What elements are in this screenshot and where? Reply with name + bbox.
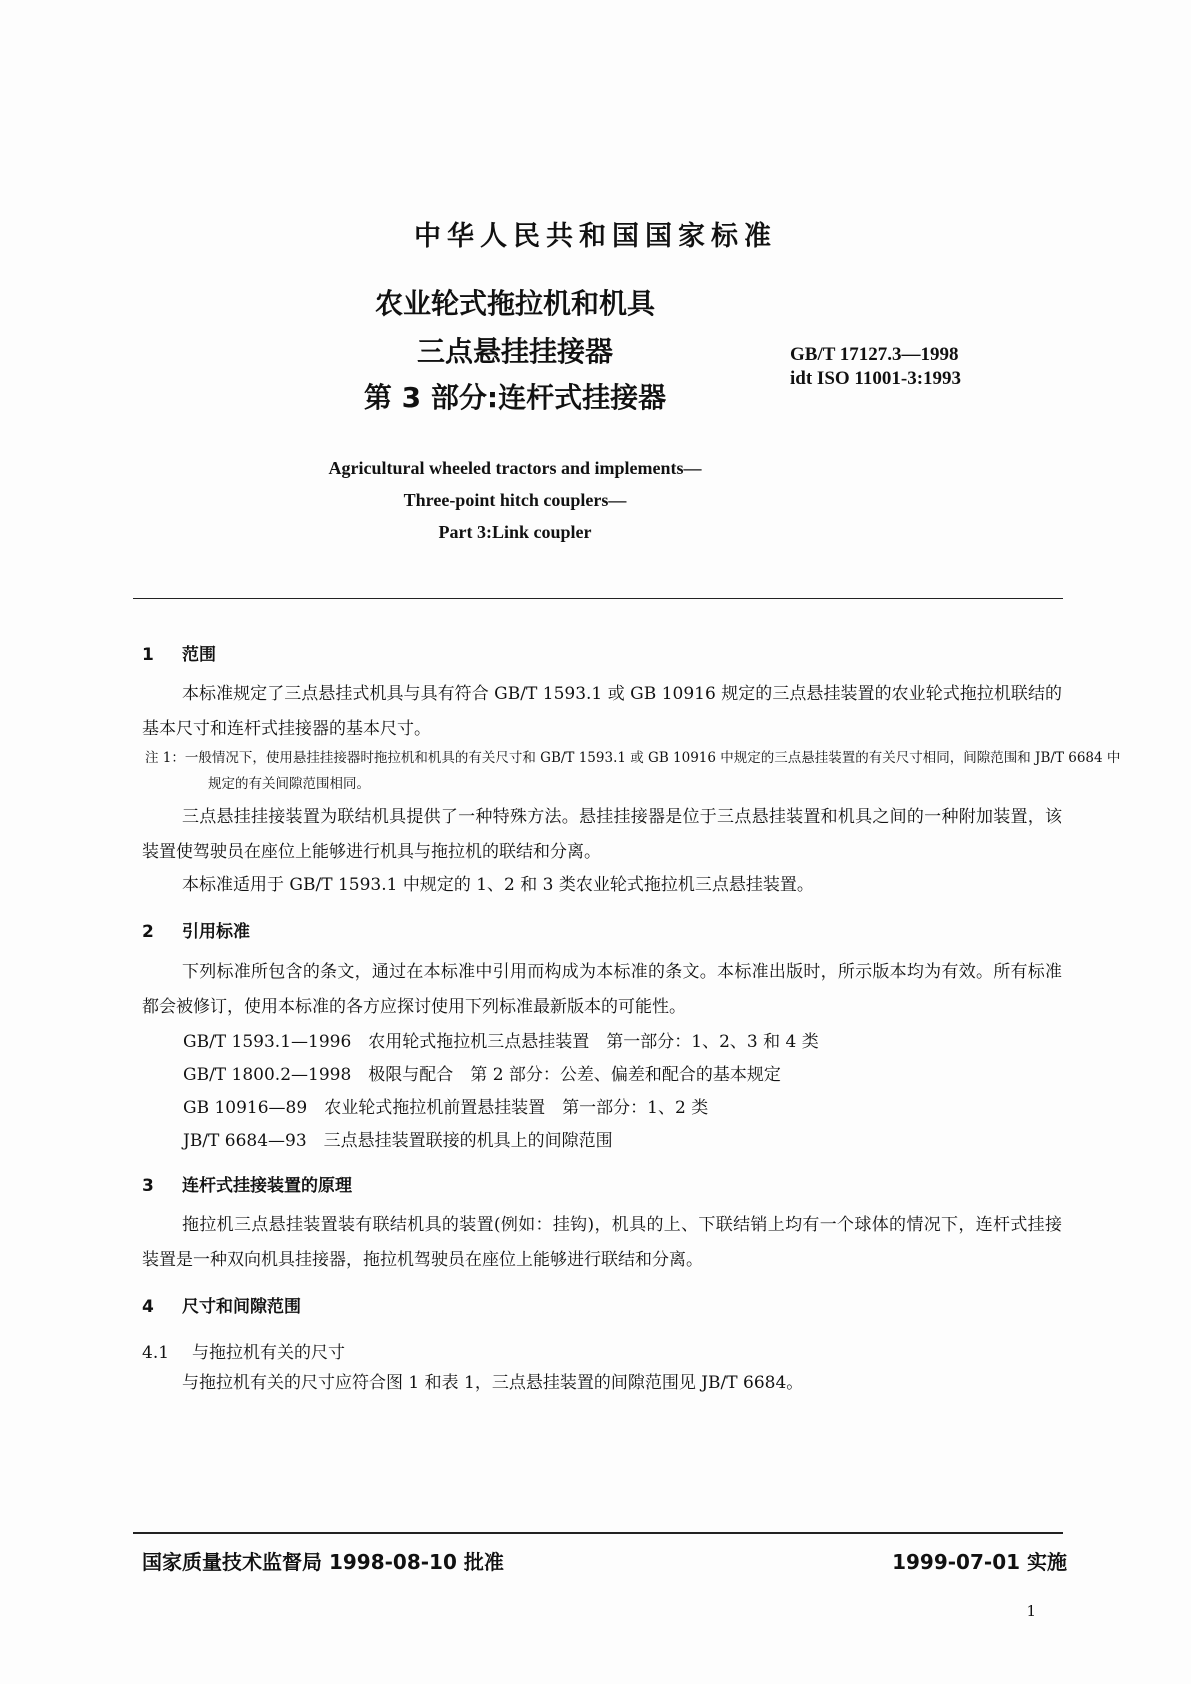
effective-date: 1999-07-01 实施 [892,1550,1067,1574]
subsection-4-1-number: 4.1 [142,1343,170,1363]
section-2-paragraph-1: 下列标准所包含的条文，通过在本标准中引用而构成为本标准的条文。本标准出版时，所示版本均为有效。所有标准都会被修订，使用本标准的各方应探讨使用下列标准最新版本的可能性。 [142,962,1062,1017]
cn-title-line-3: 第 3 部分:连杆式挂接器 [363,381,667,414]
section-3-paragraph-1: 拖拉机三点悬挂装置装有联结机具的装置(例如：挂钩)，机具的上、下联结销上均有一个球体的情况下，连杆式挂接装置是一种双向机具挂接器，拖拉机驾驶员在座位上能够进行联结和分离。 [142,1215,1062,1270]
en-title-line-3: Part 3:Link coupler [438,522,592,542]
approval-date: 国家质量技术监督局 1998-08-10 批准 [142,1550,504,1574]
section-2-heading [142,917,250,942]
section-4-1-paragraph: 与拖拉机有关的尺寸应符合图 1 和表 1，三点悬挂装置的间隙范围见 JB/T 6684。 [182,1373,804,1393]
section-1-paragraph-3: 本标准适用于 GB/T 1593.1 中规定的 1、2 和 3 类农业轮式拖拉机三点悬挂装置。 [182,875,814,895]
reference-item: JB/T 6684—93 三点悬挂装置联接的机具上的间隙范围 [183,1131,613,1151]
section-1-title: 范围 [182,645,216,665]
en-title-line-1: Agricultural wheeled tractors and implements— [328,458,702,478]
standard-code: GB/T 17127.3—1998 [790,344,959,365]
section-1-paragraph-1: 本标准规定了三点悬挂式机具与具有符合 GB/T 1593.1 或 GB 10916 规定的三点悬挂装置的农业轮式拖拉机联结的基本尺寸和连杆式挂接器的基本尺寸。 [142,684,1062,739]
section-4-number: 4 [142,1297,154,1317]
subsection-4-1-title: 与拖拉机有关的尺寸 [192,1343,345,1363]
cn-title-line-2: 三点悬挂挂接器 [416,335,613,368]
reference-item: GB/T 1593.1—1996 农用轮式拖拉机三点悬挂装置 第一部分：1、2、3 和 4 类 [183,1032,819,1052]
section-3-heading [142,1171,352,1196]
page-number: 1 [1026,1602,1036,1620]
section-3-title: 连杆式挂接装置的原理 [182,1176,352,1196]
section-2-title: 引用标准 [182,922,250,942]
reference-item: GB/T 1800.2—1998 极限与配合 第 2 部分：公差、偏差和配合的基本规定 [183,1065,781,1085]
section-4-title: 尺寸和间隙范围 [182,1297,301,1317]
section-1-number: 1 [142,645,154,665]
cn-title-line-1: 农业轮式拖拉机和机具 [374,287,655,320]
footer-divider [133,1532,1063,1534]
section-3-number: 3 [142,1176,154,1196]
iso-equivalent-code: idt ISO 11001-3:1993 [790,368,962,389]
national-standard-heading: 中华人民共和国国家标准 [414,221,777,252]
section-1-paragraph-2: 三点悬挂挂接装置为联结机具提供了一种特殊方法。悬挂挂接器是位于三点悬挂装置和机具之间的一种附加装置，该装置使驾驶员在座位上能够进行机具与拖拉机的联结和分离。 [142,807,1062,862]
section-4-heading [142,1292,301,1317]
header-divider [133,598,1063,599]
section-2-number: 2 [142,922,154,942]
section-1-note: 注 1：一般情况下，使用悬挂挂接器时拖拉机和机具的有关尺寸和 GB/T 1593.1 或 GB 10916 中规定的三点悬挂装置的有关尺寸相同，间隙范围和 JB/T 6684 中规定的有关间隙范围相同。 [145,750,1121,792]
reference-item: GB 10916—89 农业轮式拖拉机前置悬挂装置 第一部分：1、2 类 [183,1098,709,1118]
subsection-4-1-heading [142,1338,345,1363]
section-1-heading [142,640,216,665]
en-title-line-2: Three-point hitch couplers— [403,490,627,510]
